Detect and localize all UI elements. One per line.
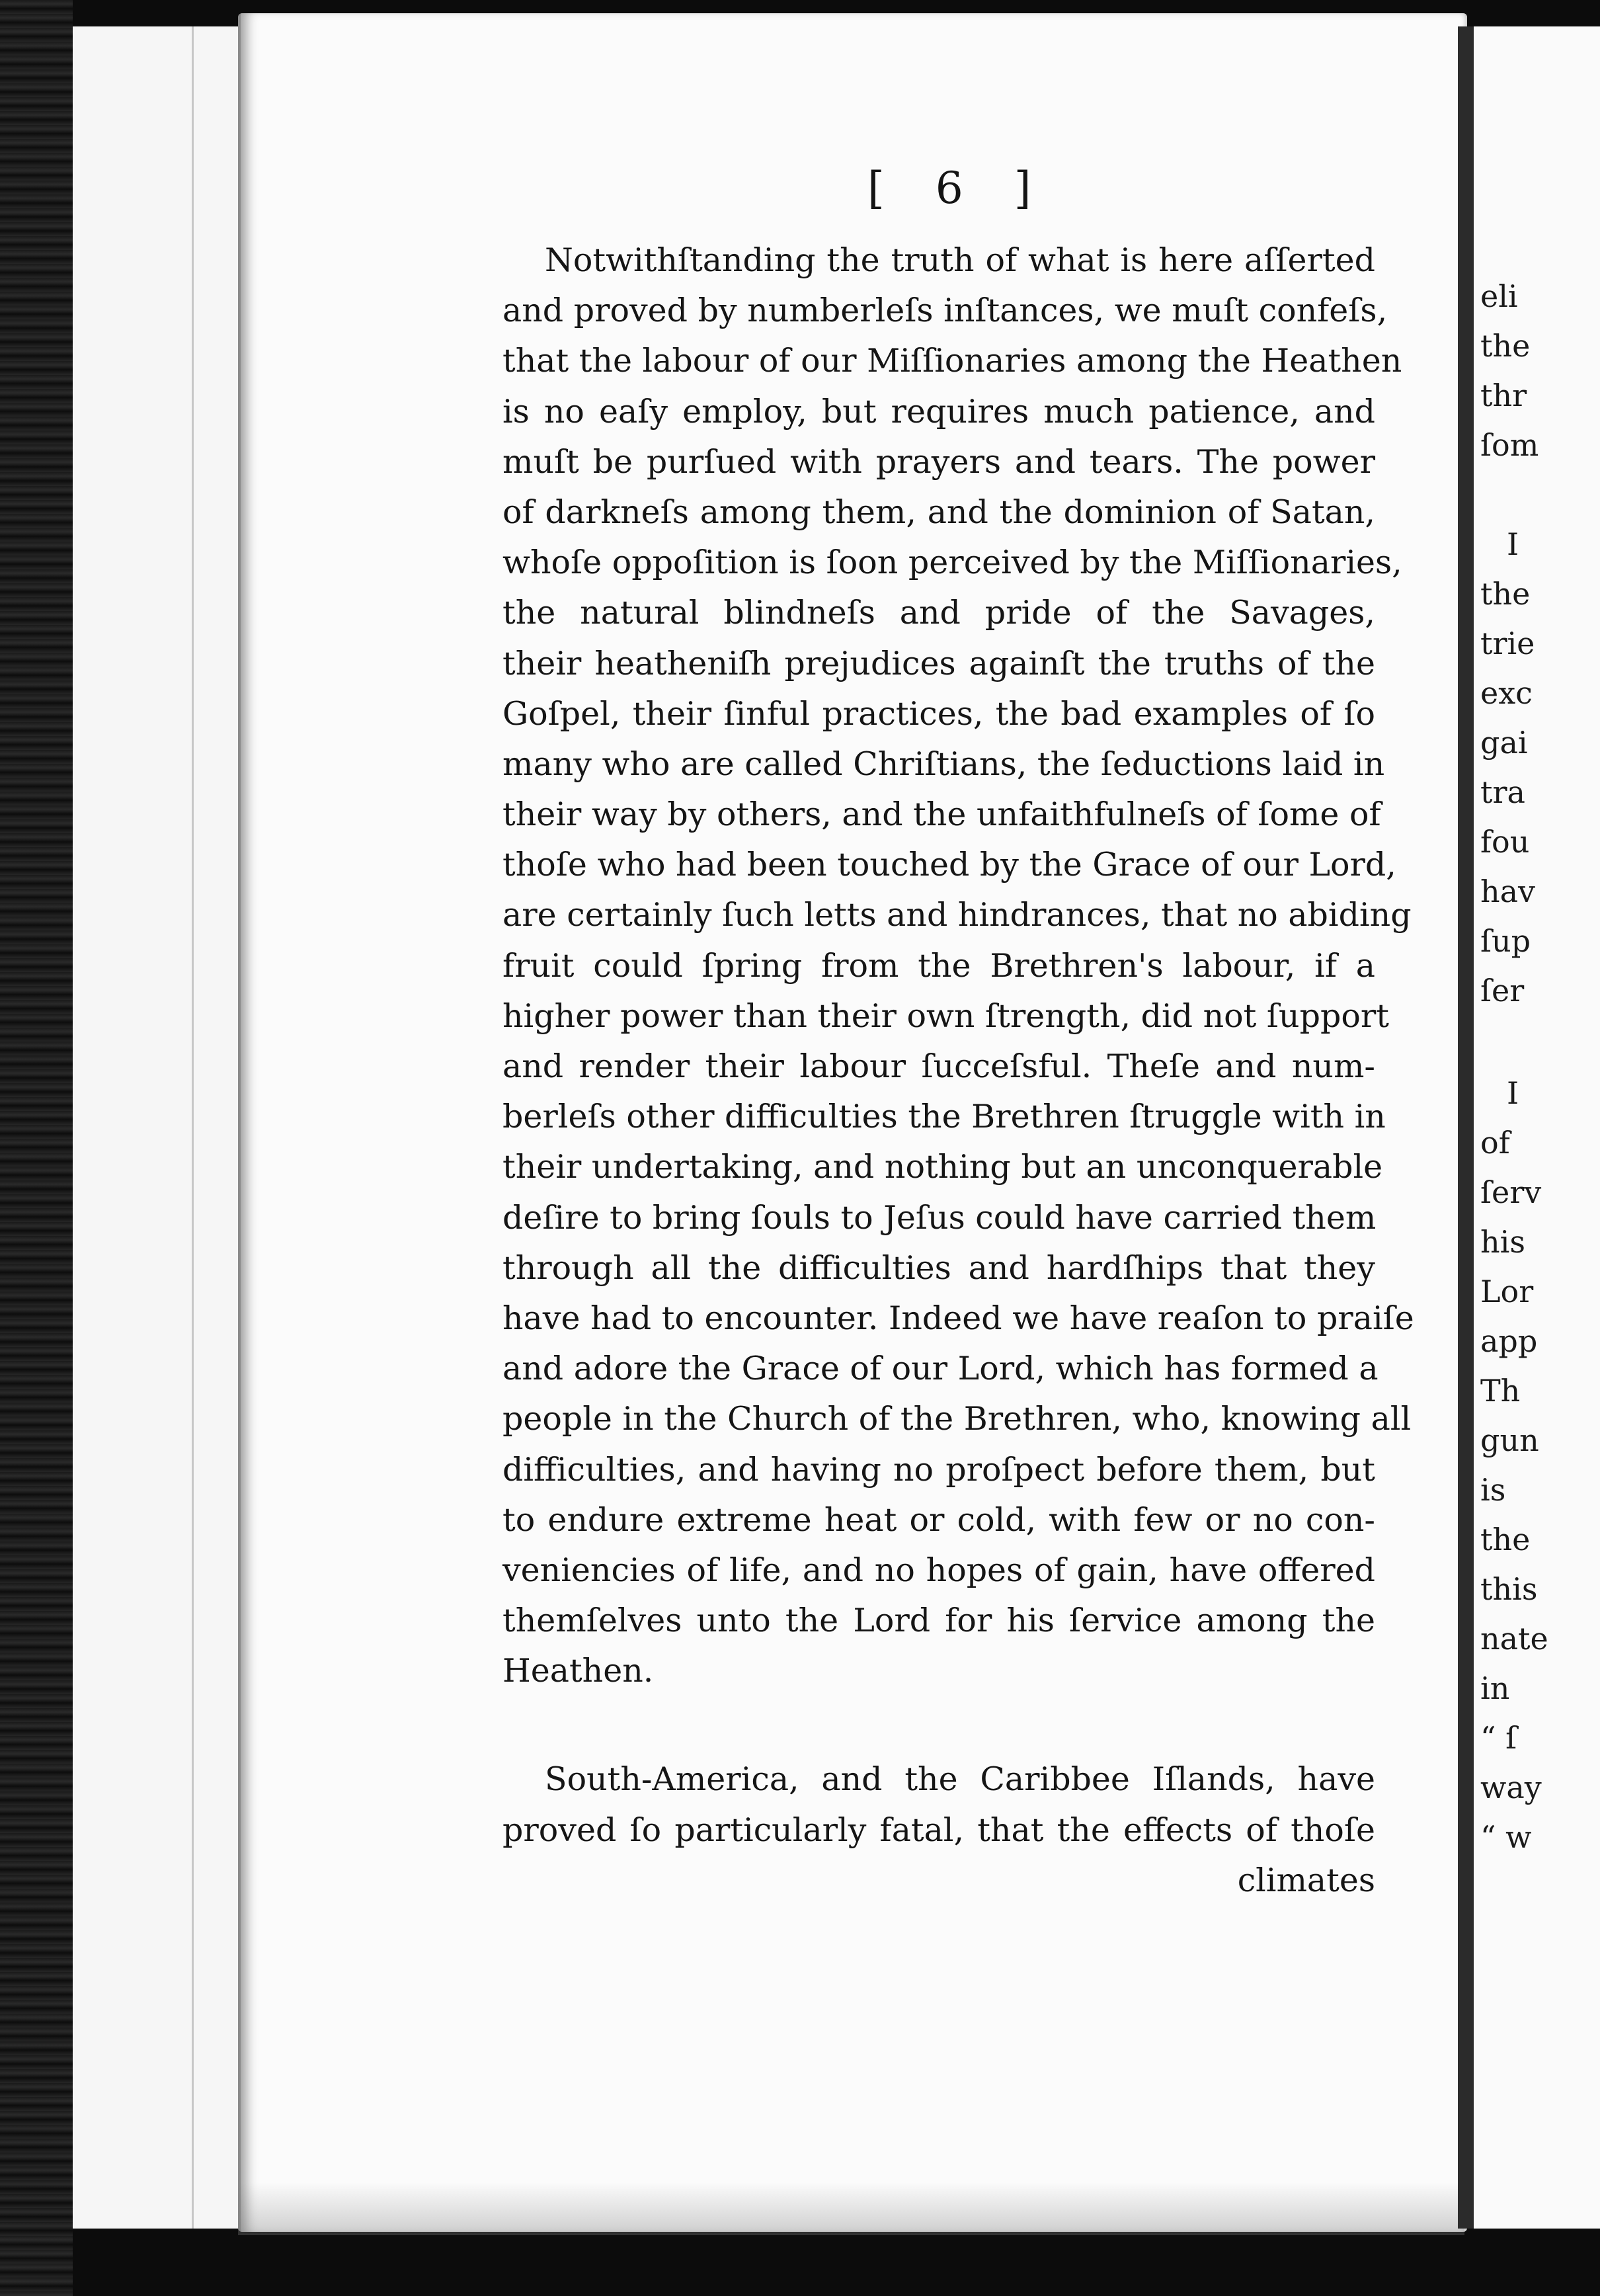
facing-page-fragment: app — [1480, 1323, 1538, 1359]
text-line: muſt be purſued with prayers and tears. The power — [502, 442, 1375, 481]
text-line: many who are called Chriſtians, the ſeductions laid in — [502, 745, 1385, 783]
text-line: and proved by numberleſs inſtances, we muſt confeſs, — [502, 292, 1388, 330]
catchword: climates — [1237, 1861, 1375, 1899]
text-line: South-America, and the Caribbee Iſlands, have — [545, 1760, 1375, 1799]
facing-page-fragment: thr — [1480, 378, 1527, 413]
facing-page-fragment: eli — [1480, 278, 1518, 314]
text-line: difficulties, and having no proſpect before them, but — [502, 1450, 1375, 1489]
facing-page-fragment: ſerv — [1480, 1174, 1542, 1210]
facing-page-fragment: gun — [1480, 1422, 1539, 1458]
facing-page-fragment: way — [1480, 1770, 1542, 1805]
text-line: to endure extreme heat or cold, with few or no con- — [502, 1500, 1375, 1539]
text-line: their way by others, and the unfaithfulneſs of ſome of — [502, 796, 1381, 834]
facing-page-fragment: ſom — [1480, 427, 1539, 463]
facing-page-fragment: in — [1480, 1670, 1510, 1706]
paragraph-spacer — [502, 1696, 1375, 1754]
text-line: of darkneſs among them, and the dominion of Satan, — [502, 493, 1375, 531]
text-line: veniencies of life, and no hopes of gain, have offered — [502, 1551, 1375, 1589]
body-text — [502, 235, 1414, 1906]
text-line: are certainly ſuch letts and hindrances, that no abiding — [502, 896, 1412, 934]
facing-page-fragment: ſup — [1480, 923, 1531, 959]
text-line: thoſe who had been touched by the Grace of our Lord, — [502, 846, 1396, 884]
text-line: that the labour of our Miſſionaries among the Heathen — [502, 342, 1402, 380]
paragraph — [502, 1754, 1375, 1855]
text-line: through all the difficulties and hardſhips that they — [502, 1249, 1375, 1287]
page-number: [ 6 ] — [867, 163, 1050, 214]
book-binding-edge — [0, 0, 73, 2296]
text-line: whoſe oppoſition is ſoon perceived by the Miſſionaries, — [502, 544, 1402, 582]
facing-page-fragment: the — [1480, 1522, 1531, 1557]
facing-page-fragment: Th — [1480, 1373, 1521, 1409]
facing-page-fragment: “ ſ — [1480, 1720, 1517, 1756]
facing-page-fragment: tra — [1480, 774, 1525, 810]
text-line: and render their labour ſucceſsful. Theſe and num- — [502, 1047, 1375, 1085]
text-line: their heatheniſh prejudices againſt the truths of the — [502, 644, 1375, 682]
facing-page-fragment: exc — [1480, 675, 1533, 711]
facing-page-fragment: hav — [1480, 874, 1536, 909]
facing-page-fragment: ſer — [1480, 973, 1525, 1008]
text-line: higher power than their own ſtrength, did not ſupport — [502, 997, 1389, 1035]
text-line: Heathen. — [502, 1652, 654, 1690]
gutter-shadow — [1458, 26, 1474, 2229]
text-line: Goſpel, their ſinful practices, the bad examples of ſo — [502, 694, 1375, 733]
text-line: Notwithſtanding the truth of what is here aſſerted — [545, 241, 1375, 279]
facing-page-fragment: fou — [1480, 824, 1530, 860]
facing-page-fragment: Lor — [1480, 1274, 1534, 1309]
text-line: proved ſo particularly fatal, that the effects of thoſe — [502, 1811, 1375, 1849]
facing-page-fragment: of — [1480, 1125, 1510, 1161]
facing-page — [1474, 26, 1600, 2229]
text-line: is no eaſy employ, but requires much patience, and — [502, 392, 1375, 430]
text-line: and adore the Grace of our Lord, which has formed a — [502, 1350, 1379, 1388]
facing-page-fragment: I — [1507, 526, 1519, 562]
facing-page-fragment: “ w — [1480, 1819, 1532, 1855]
facing-page-fragment: his — [1480, 1224, 1525, 1260]
text-line: fruit could ſpring from the Brethren's labour, if a — [502, 946, 1375, 985]
paragraph — [502, 235, 1414, 1696]
text-line: themſelves unto the Lord for his ſervice among the — [502, 1602, 1375, 1640]
text-line: people in the Church of the Brethren, who, knowing all — [502, 1400, 1412, 1438]
text-line: deſire to bring ſouls to Jeſus could have carried them — [502, 1198, 1377, 1237]
page-bottom-shadow — [238, 2182, 1464, 2235]
facing-page-fragment: nate — [1480, 1621, 1548, 1657]
facing-page-fragment: the — [1480, 328, 1531, 364]
left-page-stack — [73, 26, 239, 2229]
text-line: have had to encounter. Indeed we have reaſon to praiſe — [502, 1299, 1414, 1337]
facing-page-fragment: gai — [1480, 725, 1528, 760]
facing-page-fragment: the — [1480, 576, 1531, 612]
facing-page-fragment: is — [1480, 1472, 1506, 1508]
text-line: their undertaking, and nothing but an unconquerable — [502, 1148, 1383, 1186]
text-line: the natural blindneſs and pride of the Savages, — [502, 594, 1375, 632]
facing-page-fragment: trie — [1480, 626, 1535, 661]
facing-page-fragment: I — [1507, 1075, 1519, 1111]
facing-page-fragment: this — [1480, 1571, 1538, 1607]
text-line: berleſs other difficulties the Brethren ſtruggle with in — [502, 1098, 1386, 1136]
